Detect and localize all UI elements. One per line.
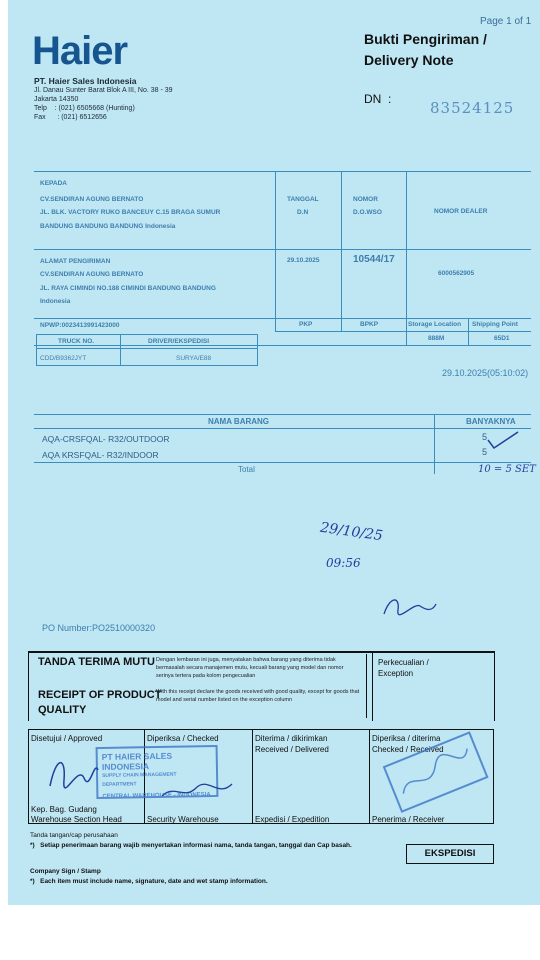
exception-label-en: Exception <box>378 669 414 678</box>
sig-divider-2 <box>252 729 253 824</box>
received-label-en: Checked / Received <box>372 745 444 754</box>
approver-signature-icon <box>44 750 104 796</box>
receipt-title-id: TANDA TERIMA MUTU <box>38 656 155 668</box>
kepada-name: CV.SENDIRAN AGUNG BERNATO <box>40 196 144 203</box>
receipt-title-en-2: QUALITY <box>38 704 87 716</box>
approved-footer-2: Warehouse Section Head <box>31 815 122 824</box>
receiver-stamp-icon <box>376 728 496 818</box>
stamp-line-2: SUPPLY CHAIN MANAGEMENT DEPARTMENT <box>102 771 177 788</box>
items-header-line <box>34 428 531 429</box>
items-total-label: Total <box>238 465 255 474</box>
item-row-1-qty: 5 <box>482 432 488 442</box>
nomor-label-do: D.O.WSO <box>353 209 382 216</box>
nomor-value: 10544/17 <box>353 254 395 265</box>
items-divider <box>434 414 435 474</box>
sign-label-en: Company Sign / Stamp <box>30 868 101 875</box>
items-header-name: NAMA BARANG <box>208 417 270 426</box>
kepada-address-2: BANDUNG BANDUNG BANDUNG Indonesia <box>40 223 176 230</box>
haier-logo: Haier <box>32 29 128 73</box>
receipt-top-line <box>28 651 494 653</box>
delivered-footer: Expedisi / Expedition <box>255 815 330 824</box>
shipping-point-value: 65D1 <box>494 335 510 342</box>
received-footer: Penerima / Receiver <box>372 815 445 824</box>
doc-title-id: Bukti Pengiriman / <box>364 31 487 47</box>
alamat-label: ALAMAT PENGIRIMAN <box>40 258 111 265</box>
receipt-title-en: RECEIPT OF PRODUCT <box>38 689 162 701</box>
company-telp: Telp : (021) 6505668 (Hunting) <box>34 105 135 112</box>
shipping-point-label: Shipping Point <box>472 321 518 328</box>
info-divider-2 <box>341 171 342 331</box>
ekspedisi-box: EKSPEDISI <box>406 844 494 864</box>
received-label-id: Diperiksa / diterima <box>372 734 441 743</box>
info-mid-line <box>34 249 531 250</box>
items-total-value: 10 = 5 SET <box>478 464 536 475</box>
note-en: *) Each item must include name, signature, date and wet stamp information. <box>30 878 268 885</box>
items-total-line <box>34 462 531 463</box>
stamp-line-3: CENTRAL WAREHOUSE - INDONESIA <box>102 792 211 800</box>
checked-label: Diperiksa / Checked <box>147 734 219 743</box>
security-signature-icon <box>158 776 238 806</box>
check-mark-icon <box>484 426 524 456</box>
receipt-right-line <box>494 651 495 721</box>
info-npwp-line <box>34 318 531 319</box>
info-top-line <box>34 171 531 172</box>
checked-footer: Security Warehouse <box>147 815 219 824</box>
item-row-2-qty: 5 <box>482 447 488 457</box>
driver-value: SURYA/E88 <box>176 355 212 362</box>
sig-divider-3 <box>369 729 370 824</box>
sign-label-id: Tanda tangan/cap perusahaan <box>30 832 118 839</box>
bracket-line <box>366 654 367 718</box>
receipt-text-en: With this receipt declare the goods received with good quality, except for goods that model and serial number listed on the exception column <box>156 689 360 703</box>
truck-driver-divider <box>120 334 121 366</box>
truck-driver-line <box>36 348 258 349</box>
exception-label: Perkecualian / <box>378 658 429 667</box>
dealer-value: 6000562905 <box>438 270 475 277</box>
items-top-line <box>34 414 531 415</box>
truck-value: CDD/B9362JYT <box>40 355 87 362</box>
note-id: *) Setiap penerimaan barang wajib menyertakan informasi nama, tanda tangan, tanggal dan Cap basah. <box>30 842 352 849</box>
approved-label: Disetujui / Approved <box>31 734 103 743</box>
company-name: PT. Haier Sales Indonesia <box>34 76 137 86</box>
approved-footer-1: Kep. Bag. Gudang <box>31 805 97 814</box>
npwp: NPWP:0023413991423000 <box>40 322 120 329</box>
receipt-text-id: Dengan lembaran ini juga, menyatakan bahwa barang yang diterima tidak bermasalah secara manajemen mutu, kecuali barang yang model dan nomor serinya tertera pada kolom pengecualian <box>156 657 344 679</box>
dn-label: DN : <box>364 92 392 106</box>
delivered-label-en: Received / Delivered <box>255 745 329 754</box>
doc-title-en: Delivery Note <box>364 52 454 68</box>
nomor-label: NOMOR <box>353 196 378 203</box>
receipt-divider <box>372 651 373 721</box>
company-address-2: Jakarta 14350 <box>34 96 79 103</box>
pkp-label: PKP <box>299 321 313 328</box>
item-row-1-name: AQA-CRSFQAL- R32/OUTDOOR <box>42 434 170 444</box>
storage-location-label: Storage Location <box>408 321 462 328</box>
delivered-label-id: Diterima / dikirimkan <box>255 734 328 743</box>
alamat-address-2: Indonesia <box>40 298 71 305</box>
print-timestamp: 29.10.2025(05:10:02) <box>442 368 529 378</box>
receipt-left-line <box>28 651 29 721</box>
company-address-1: Jl. Danau Sunter Barat Blok A III, No. 38 - 39 <box>34 87 173 94</box>
handwritten-date: 29/10/25 <box>319 519 384 545</box>
delivery-note-sheet <box>8 0 540 905</box>
stamp-line-1: PT HAIER SALES INDONESIA <box>101 750 173 772</box>
info-divider-1 <box>275 171 276 331</box>
info-pkp-line <box>275 331 531 332</box>
alamat-address-1: JL. RAYA CIMINDI NO.188 CIMINDI BANDUNG BANDUNG <box>40 285 216 292</box>
dn-number: 83524125 <box>430 99 515 117</box>
driver-label: DRIVER/EKSPEDISI <box>148 338 210 345</box>
item-row-2-name: AQA KRSFQAL- R32/INDOOR <box>42 450 159 460</box>
tanggal-label-dn: D.N <box>297 209 309 216</box>
po-number: PO Number:PO2510000320 <box>42 623 156 633</box>
tanggal-label: TANGGAL <box>287 196 319 203</box>
truck-label: TRUCK NO. <box>58 338 95 345</box>
page-indicator: Page 1 of 1 <box>480 16 532 27</box>
alamat-name: CV.SENDIRAN AGUNG BERNATO <box>40 271 144 278</box>
tanggal-value: 29.10.2025 <box>287 257 320 264</box>
kepada-address-1: JL. BLK. VACTORY RUKO BANCEUY C.15 BRAGA SUMUR <box>40 209 221 216</box>
bpkp-label: BPKP <box>360 321 379 328</box>
handwritten-signature-icon <box>380 592 440 622</box>
kepada-label: KEPADA <box>40 180 67 187</box>
dealer-label: NOMOR DEALER <box>434 208 488 215</box>
company-fax: Fax : (021) 6512656 <box>34 114 107 121</box>
storage-location-value: 888M <box>428 335 445 342</box>
handwritten-time: 09:56 <box>326 556 361 570</box>
items-header-qty: BANYAKNYA <box>466 417 516 426</box>
